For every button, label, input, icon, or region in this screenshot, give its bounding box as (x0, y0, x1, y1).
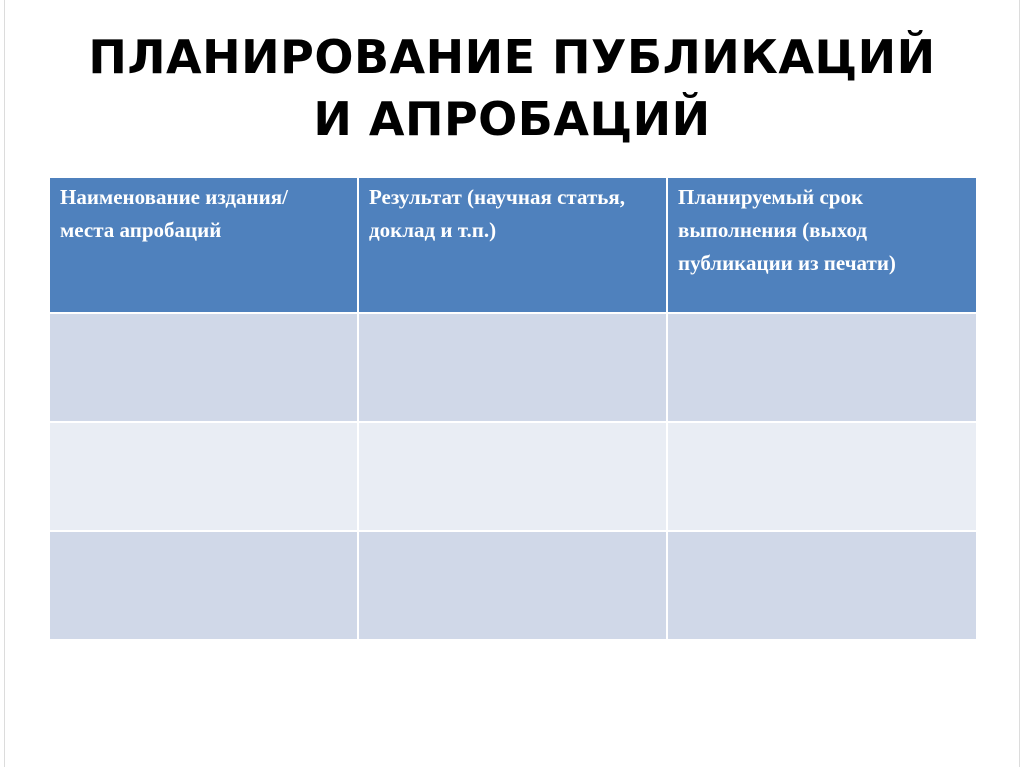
header-result: Результат (научная статья, доклад и т.п.) (358, 177, 667, 313)
publication-plan-table (48, 176, 978, 641)
table-cell[interactable] (49, 531, 358, 640)
table-cell[interactable] (358, 422, 667, 531)
table-cell[interactable] (49, 313, 358, 422)
table-cell[interactable] (667, 531, 977, 640)
table-cell[interactable] (667, 422, 977, 531)
table-cell[interactable] (49, 422, 358, 531)
table-row (49, 313, 977, 422)
table-cell[interactable] (667, 313, 977, 422)
slide-title-line-1: ПЛАНИРОВАНИЕ ПУБЛИКАЦИЙ (88, 30, 936, 84)
header-publication-name: Наименование издания/ места апробаций (49, 177, 358, 313)
slide-title (0, 26, 1024, 150)
slide-title-line-2: И АПРОБАЦИЙ (313, 92, 711, 146)
header-planned-deadline: Планируемый срок выполнения (выход публикации из печати) (667, 177, 977, 313)
table-row (49, 531, 977, 640)
table-cell[interactable] (358, 531, 667, 640)
table-row (49, 422, 977, 531)
table-cell[interactable] (358, 313, 667, 422)
table-header-row (49, 177, 977, 313)
